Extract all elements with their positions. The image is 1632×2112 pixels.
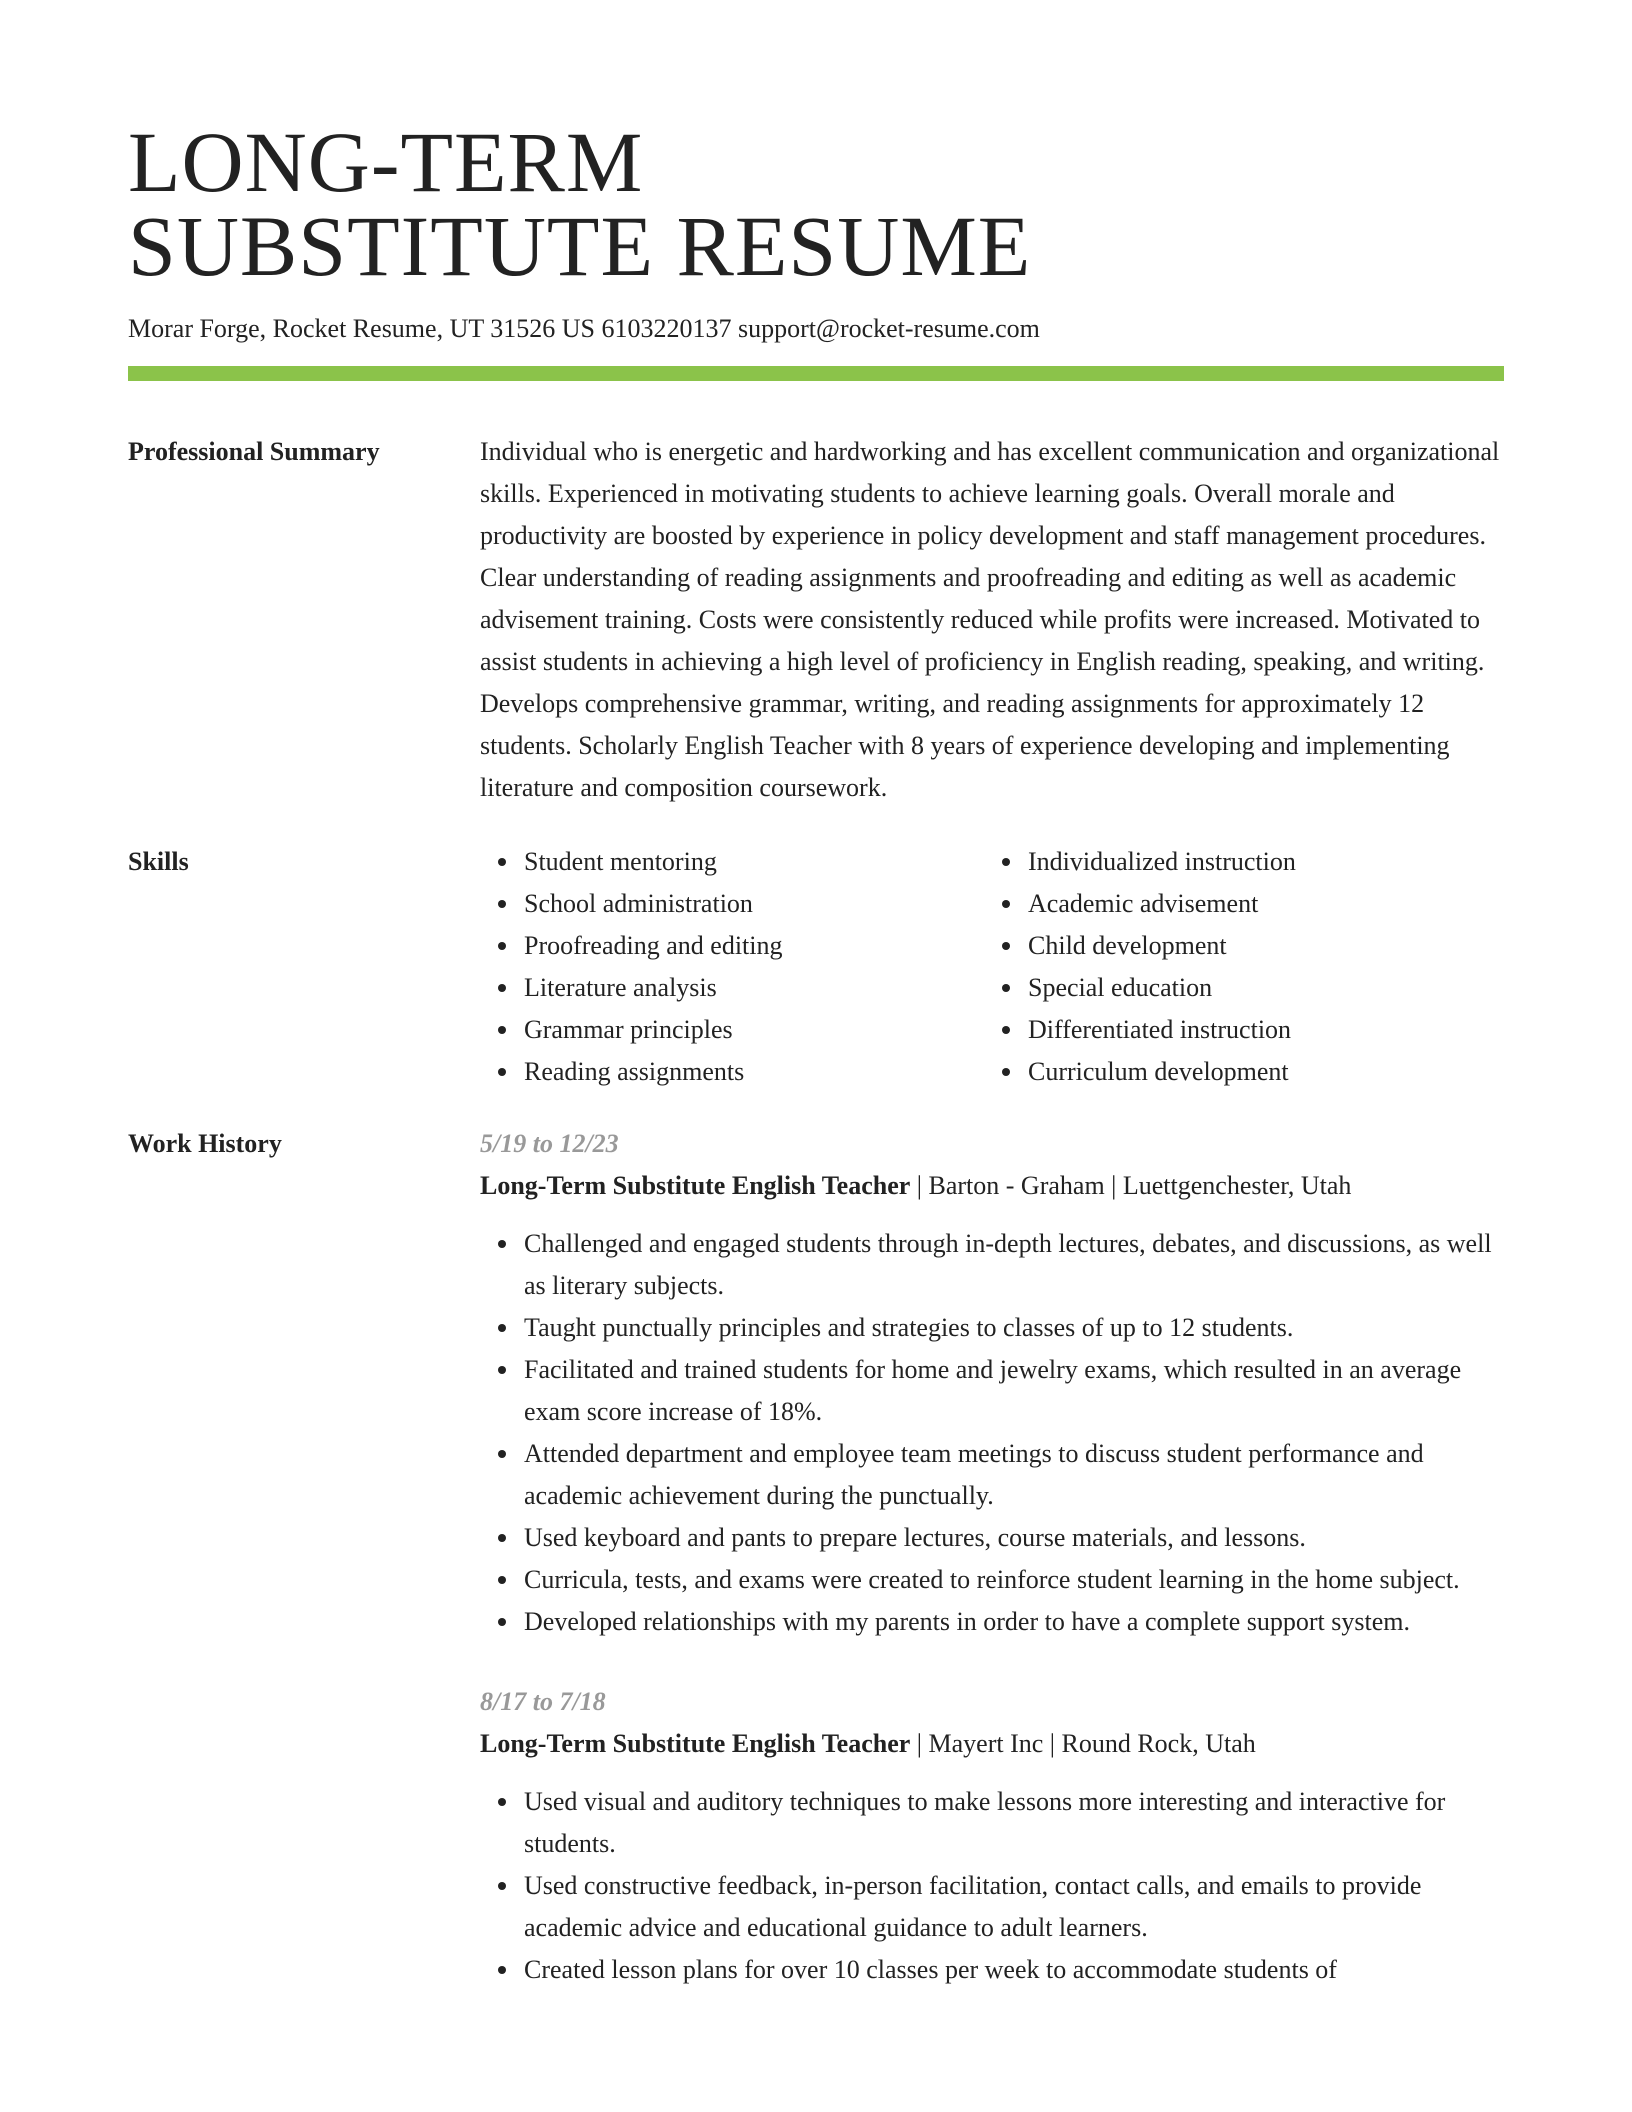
job-bullet: Used keyboard and pants to prepare lectures, course materials, and lessons.	[524, 1517, 1504, 1559]
job-title: Long-Term Substitute English Teacher	[480, 1171, 911, 1200]
summary-text: Individual who is energetic and hardworking and has excellent communication and organizational skills. Experienced in motivating students to achieve learning goals. Overall morale and productivity are boosted by experience in policy development and staff management procedures. Clear understanding of reading assignments and proofreading and editing as well as academic advisement training. Costs were consistently reduced while profits were increased. Motivated to assist students in achieving a high level of proficiency in English reading, speaking, and writing. Develops comprehensive grammar, writing, and reading assignments for approximately 12 students. Scholarly English Teacher with 8 years of experience developing and implementing literature and composition coursework.	[480, 437, 1500, 802]
section-label-skills: Skills	[128, 847, 189, 876]
accent-divider	[128, 366, 1504, 381]
job-bullet: Developed relationships with my parents in order to have a complete support system.	[524, 1601, 1504, 1643]
job-bullet: Attended department and employee team meetings to discuss student performance and academic achievement during the punctually.	[524, 1433, 1504, 1517]
job-bullet: Taught punctually principles and strategies to classes of up to 12 students.	[524, 1307, 1504, 1349]
resume-page	[128, 114, 1504, 1991]
job-date: 5/19 to 12/23	[480, 1129, 619, 1158]
skill-item: Curriculum development	[1028, 1051, 1488, 1093]
skill-item: Differentiated instruction	[1028, 1009, 1488, 1051]
title-line-2: SUBSTITUTE RESUME	[128, 198, 1032, 294]
job-bullet: Created lesson plans for over 10 classes per week to accommodate students of	[524, 1949, 1504, 1991]
work-history-section	[128, 1123, 1504, 1991]
job-bullets	[480, 1223, 1504, 1643]
job-bullet: Challenged and engaged students through in-depth lectures, debates, and discussions, as well as literary subjects.	[524, 1223, 1504, 1307]
job-heading	[480, 1723, 1504, 1765]
skill-item: Student mentoring	[524, 841, 984, 883]
skill-item: Proofreading and editing	[524, 925, 984, 967]
job-bullets	[480, 1781, 1504, 1991]
job-entry	[480, 1123, 1504, 1643]
skills-section	[128, 841, 1504, 1093]
section-label-work: Work History	[128, 1129, 282, 1158]
skill-item: Reading assignments	[524, 1051, 984, 1093]
skill-item: Child development	[1028, 925, 1488, 967]
job-date: 8/17 to 7/18	[480, 1687, 606, 1716]
job-title: Long-Term Substitute English Teacher	[480, 1729, 911, 1758]
skills-list-left	[480, 841, 984, 1093]
professional-summary-section	[128, 431, 1504, 809]
skill-item: Literature analysis	[524, 967, 984, 1009]
job-bullet: Used visual and auditory techniques to make lessons more interesting and interactive for students.	[524, 1781, 1504, 1865]
skill-item: Special education	[1028, 967, 1488, 1009]
title-line-1: LONG-TERM	[128, 114, 644, 210]
job-entry	[480, 1681, 1504, 1991]
job-heading	[480, 1165, 1504, 1207]
work-history-body	[480, 1123, 1504, 1991]
resume-title	[128, 114, 1504, 294]
job-bullet: Used constructive feedback, in-person facilitation, contact calls, and emails to provide academic advice and educational guidance to adult learners.	[524, 1865, 1504, 1949]
contact-info: Morar Forge, Rocket Resume, UT 31526 US 6103220137 support@rocket-resume.com	[128, 314, 1040, 343]
section-label-summary: Professional Summary	[128, 437, 380, 466]
skills-list-right	[984, 841, 1488, 1093]
skill-item: Grammar principles	[524, 1009, 984, 1051]
job-bullet: Curricula, tests, and exams were created to reinforce student learning in the home subject.	[524, 1559, 1504, 1601]
job-bullet: Facilitated and trained students for home and jewelry exams, which resulted in an average exam score increase of 18%.	[524, 1349, 1504, 1433]
job-company-location: | Mayert Inc | Round Rock, Utah	[910, 1729, 1256, 1758]
skill-item: School administration	[524, 883, 984, 925]
skills-columns	[480, 841, 1504, 1093]
skill-item: Individualized instruction	[1028, 841, 1488, 883]
job-company-location: | Barton - Graham | Luettgenchester, Utah	[910, 1171, 1352, 1200]
skill-item: Academic advisement	[1028, 883, 1488, 925]
